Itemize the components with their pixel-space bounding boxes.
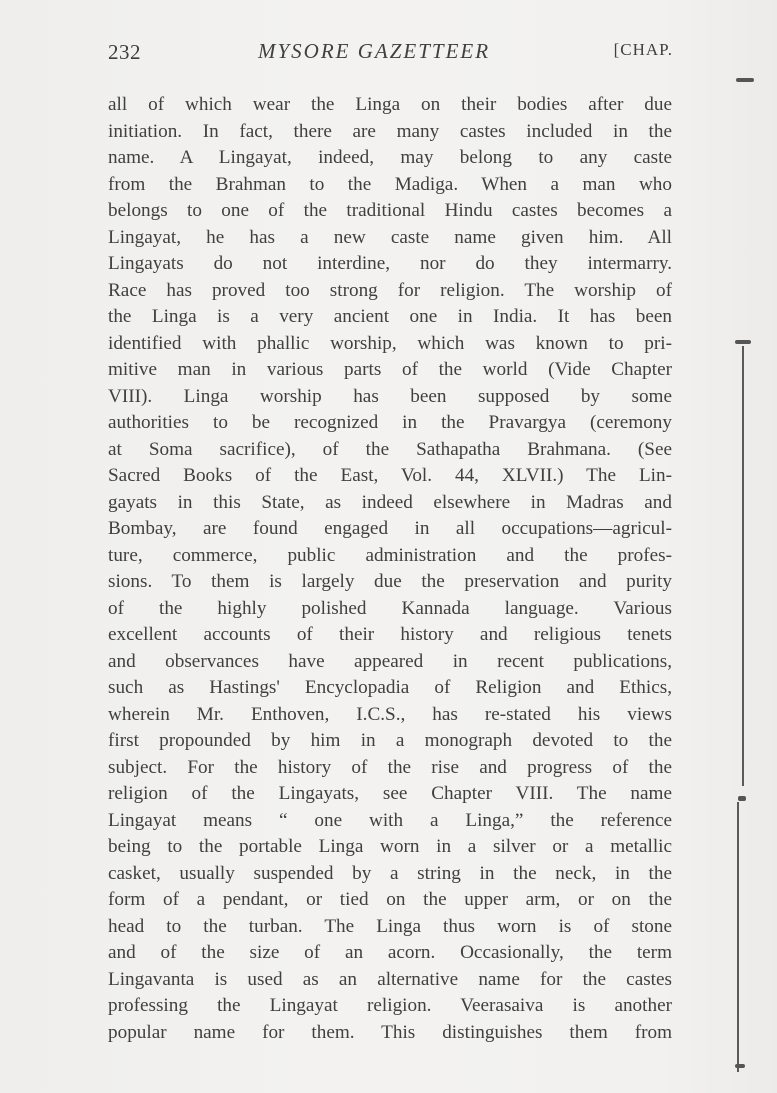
page-edge-binding-marks — [733, 60, 777, 1093]
edge-line — [742, 346, 744, 786]
text-line: Lingayat means “ one with a Linga,” the reference — [108, 809, 672, 831]
text-line: of the highly polished Kannada language. Various — [108, 597, 672, 619]
text-line: and observances have appeared in recent publications, — [108, 650, 672, 672]
text-line: gayats in this State, as indeed elsewhere in Madras and — [108, 491, 672, 513]
page-header — [108, 38, 673, 68]
text-line: first propounded by him in a monograph devoted to the — [108, 730, 672, 751]
body-text — [108, 92, 672, 1046]
text-line: religion of the Lingayats, see Chapter VIII. The name — [108, 783, 672, 804]
text-line: excellent accounts of their history and religious tenets — [108, 624, 672, 645]
text-line: Race has proved too strong for religion. The worship of — [108, 279, 672, 301]
text-line: wherein Mr. Enthoven, I.C.S., has re-stated his views — [108, 703, 672, 725]
text-line: casket, usually suspended by a string in the neck, in the — [108, 862, 672, 884]
text-line: Sacred Books of the East, Vol. 44, XLVII.) The Lin- — [108, 465, 672, 486]
text-line: popular name for them. This distinguishes them from — [108, 1021, 672, 1043]
page-number: 232 — [108, 40, 141, 64]
text-line: authorities to be recognized in the Pravargya (ceremony — [108, 412, 672, 433]
text-line: at Soma sacrifice), of the Sathapatha Brahmana. (See — [108, 438, 672, 460]
text-line: name. A Lingayat, indeed, may belong to any caste — [108, 147, 672, 168]
text-line: the Linga is a very ancient one in India. It has been — [108, 306, 672, 327]
edge-line — [737, 802, 739, 1072]
text-line: Bombay, are found engaged in all occupations—agricul- — [108, 518, 672, 539]
text-line: identified with phallic worship, which was known to pri- — [108, 332, 672, 354]
text-line: VIII). Linga worship has been supposed by some — [108, 385, 672, 407]
text-line: Lingavanta is used as an alternative name for the castes — [108, 968, 672, 990]
text-line: mitive man in various parts of the world (Vide Chapter — [108, 359, 672, 380]
text-line: sions. To them is largely due the preservation and purity — [108, 571, 672, 592]
text-line: ture, commerce, public administration and the profes- — [108, 544, 672, 566]
text-line: belongs to one of the traditional Hindu castes becomes a — [108, 200, 672, 221]
text-line: subject. For the history of the rise and progress of the — [108, 756, 672, 778]
text-line: head to the turban. The Linga thus worn is of stone — [108, 915, 672, 937]
text-line: such as Hastings' Encyclopadia of Religion and Ethics, — [108, 677, 672, 698]
text-line: Lingayats do not interdine, nor do they intermarry. — [108, 253, 672, 274]
edge-mark — [735, 1064, 745, 1068]
text-line: professing the Lingayat religion. Veerasaiva is another — [108, 995, 672, 1016]
edge-mark — [735, 340, 751, 344]
text-line: from the Brahman to the Madiga. When a man who — [108, 173, 672, 195]
edge-mark — [738, 796, 746, 801]
running-title: MYSORE GAZETTEER — [258, 39, 491, 63]
text-line: being to the portable Linga worn in a silver or a metallic — [108, 836, 672, 857]
text-line: initiation. In fact, there are many castes included in the — [108, 120, 672, 142]
text-line: and of the size of an acorn. Occasionally, the term — [108, 942, 672, 963]
chapter-mark: [CHAP. — [613, 40, 673, 59]
text-line: all of which wear the Linga on their bodies after due — [108, 94, 672, 115]
text-line: Lingayat, he has a new caste name given him. All — [108, 226, 672, 248]
edge-mark — [736, 78, 754, 82]
text-line: form of a pendant, or tied on the upper arm, or on the — [108, 889, 672, 910]
